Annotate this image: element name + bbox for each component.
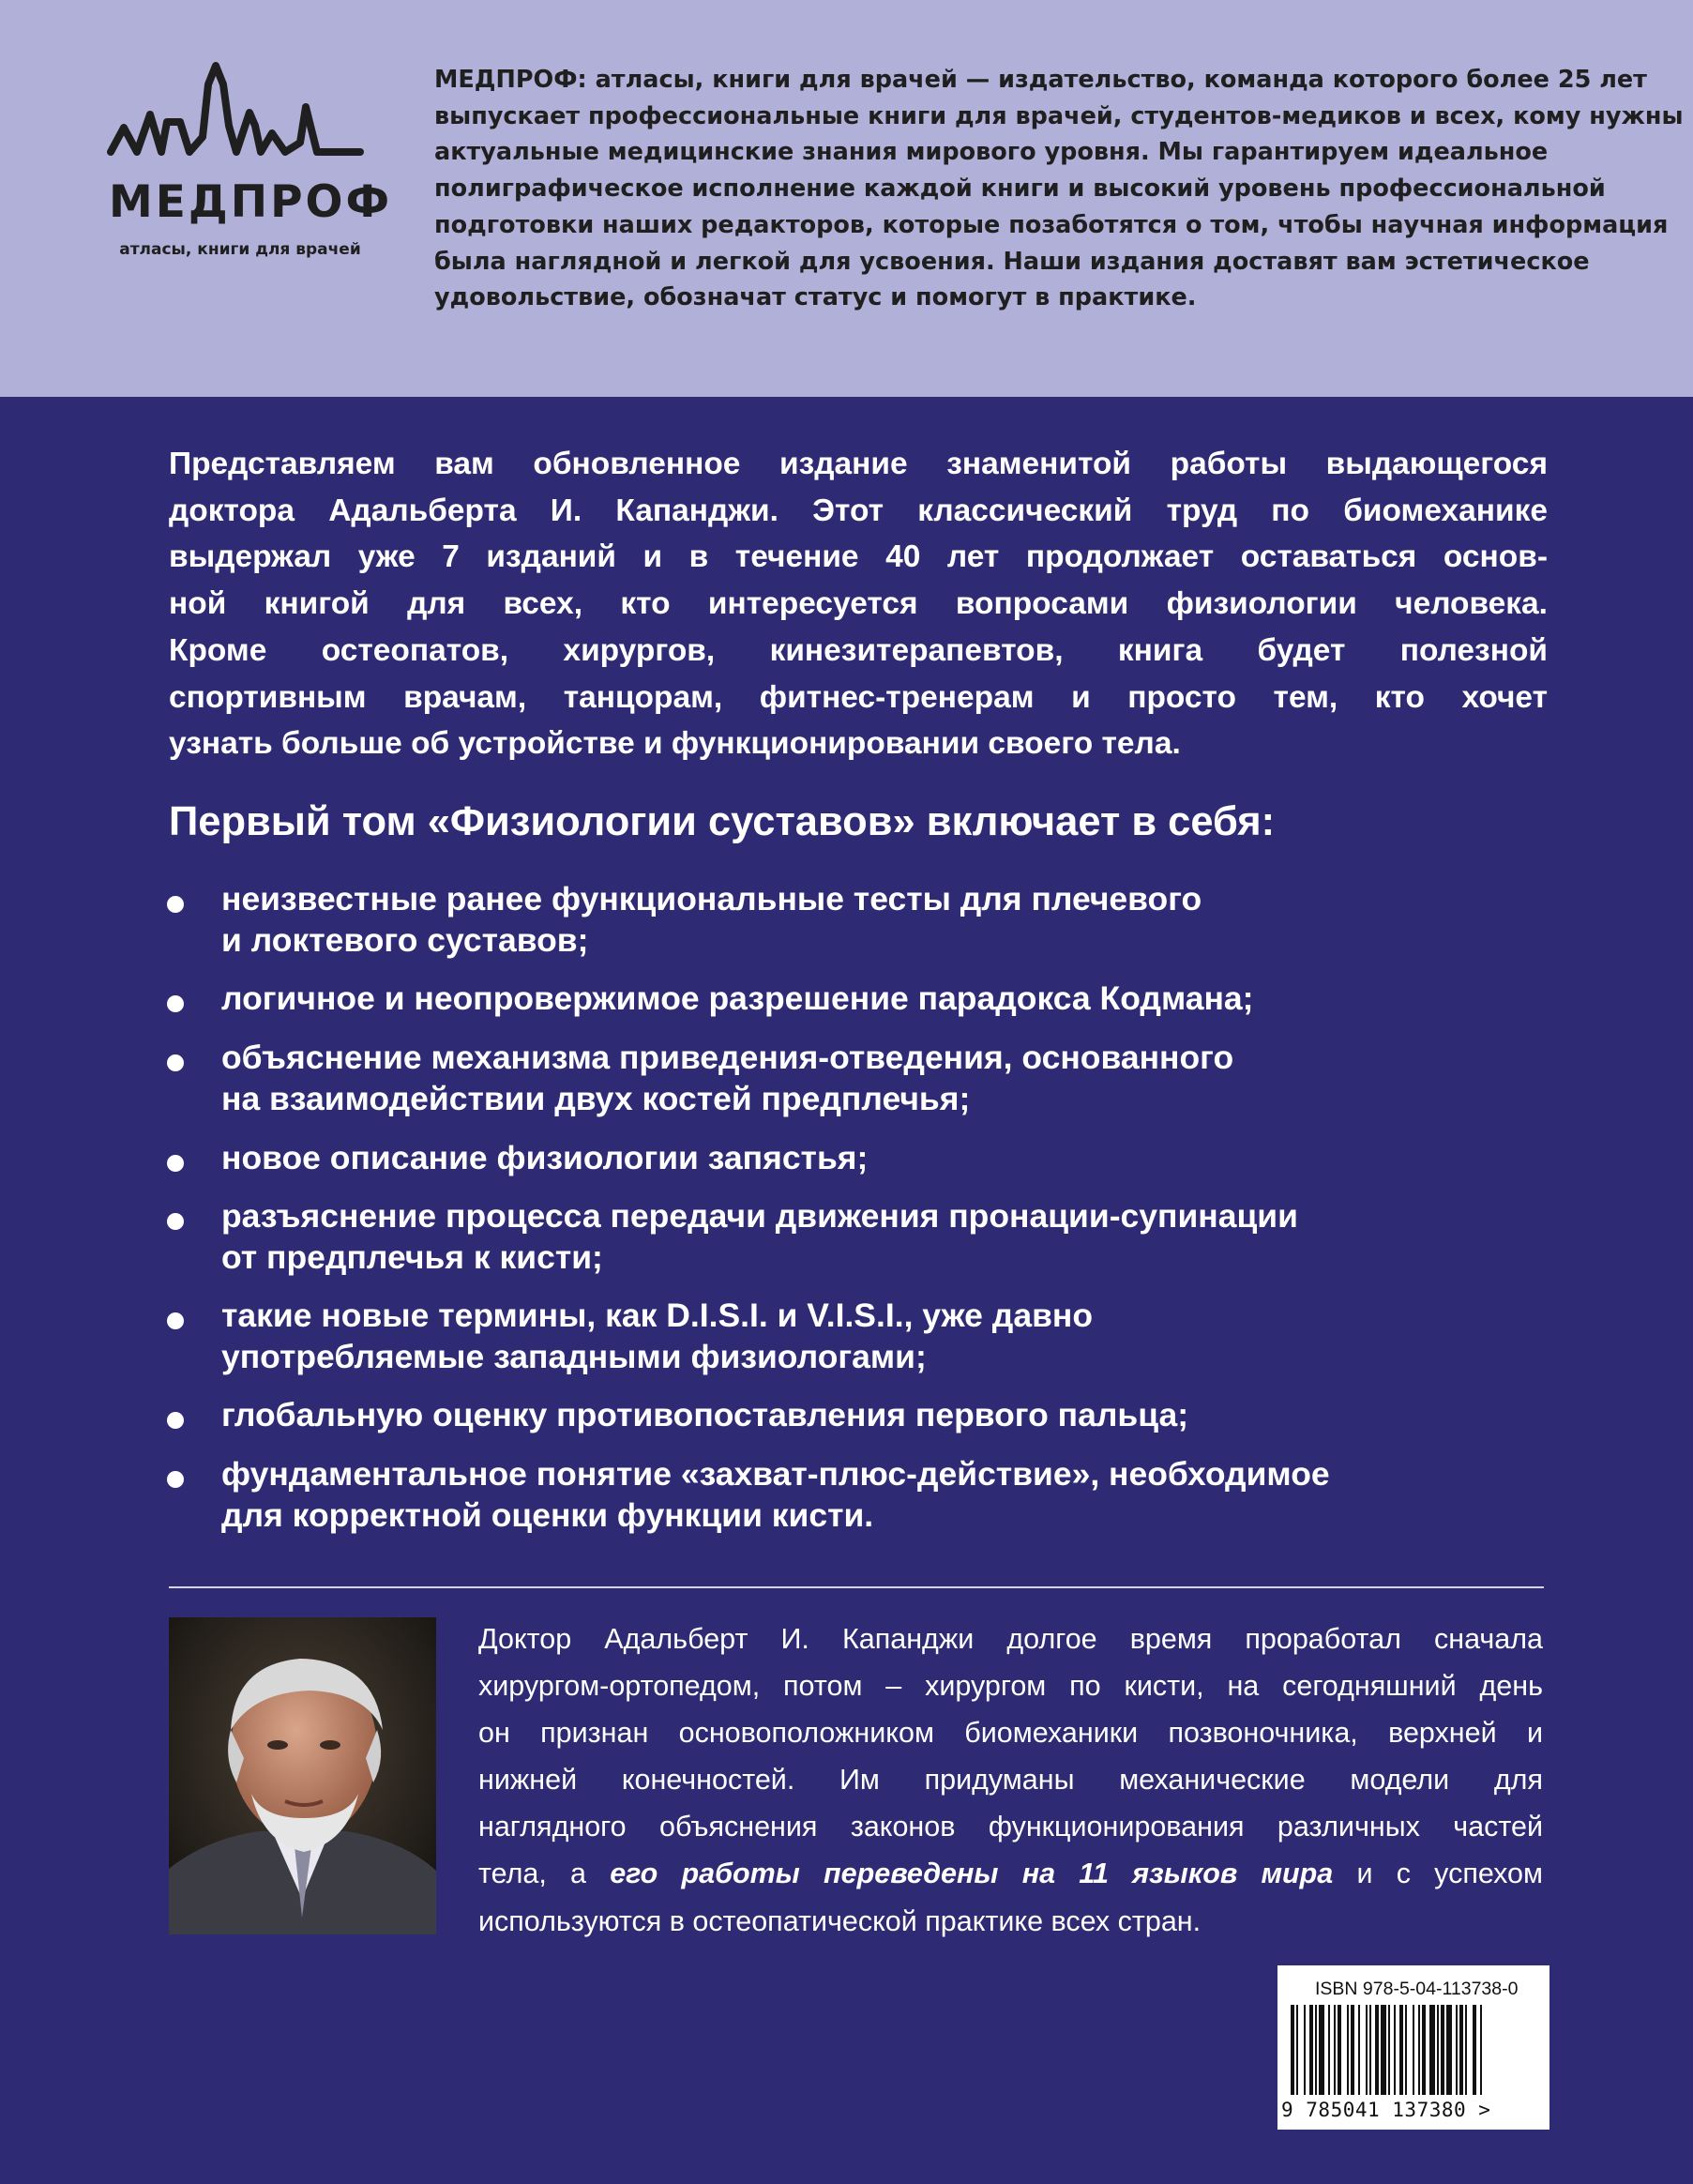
feature-line: объяснение механизма приведения-отведения, основанного [221,1039,1234,1076]
publisher-line: МЕДПРОФ: атласы, книги для врачей — издательство, команда которого более 25 лет [434,66,1647,94]
barcode-digits: 9 785041 137380 > [1281,2099,1491,2121]
intro-line: спортивным врачам, танцорам, фитнес-тренерам и просто тем, кто хочет [169,679,1548,715]
feature-line: такие новые термины, как D.I.S.I. и V.I.S.I., уже давно [221,1297,1094,1334]
feature-line: глобальную оценку противопоставления первого пальца; [221,1396,1189,1433]
feature-line: от предплечья к кисти; [221,1238,603,1277]
feature-line: и локтевого суставов; [221,921,589,960]
feature-line: логичное и неопровержимое разрешение парадокса Кодмана; [221,979,1254,1017]
intro-line: узнать больше об устройстве и функционировании своего тела. [169,726,1181,762]
intro-line: Кроме остеопатов, хирургов, кинезитерапевтов, книга будет полезной [169,632,1548,668]
bullet-icon [167,1312,184,1329]
feature-line: неизвестные ранее функциональные тесты для плечевого [221,880,1202,918]
bullet-icon [167,995,184,1012]
bio-emphasis: его работы переведены на 11 языков мира [610,1858,1334,1890]
bio-text: тела, а [478,1858,611,1890]
bullet-icon [167,1155,184,1172]
intro-line: выдержал уже 7 изданий и в течение 40 лет продолжает оставаться основ- [169,539,1548,575]
bio-line: он признан основоположником биомеханики позвоночника, верхней и [478,1717,1543,1750]
intro-paragraph [169,441,1548,767]
volume-heading: Первый том «Физиологии суставов» включает в себя: [169,799,1276,844]
publisher-description [434,62,1684,316]
publisher-line: подготовки наших редакторов, которые позаботятся о том, чтобы научная информация [434,210,1669,239]
bullet-icon [167,1054,184,1071]
bio-line: хирургом-ортопедом, потом – хирургом по кисти, на сегодняшний день [478,1670,1543,1703]
feature-line: новое описание физиологии запястья; [221,1139,869,1176]
bio-line: наглядного объяснения законов функционирования различных частей [478,1811,1543,1843]
bullet-icon [167,1471,184,1488]
feature-line: для корректной оценки функции кисти. [221,1496,874,1535]
feature-line: разъяснение процесса передачи движения пронации-супинации [221,1197,1298,1235]
barcode-icon [1291,2005,1536,2099]
publisher-line: была наглядной и легкой для усвоения. Наши издания доставят вам эстетическое [434,247,1590,276]
author-photo [169,1617,436,1934]
bio-line: используются в остеопатической практике всех стран. [478,1904,1202,1937]
section-divider [169,1586,1544,1588]
isbn-label: ISBN 978-5-04-113738-0 [1315,1979,1519,1999]
bio-line [478,1850,1543,1897]
intro-line: Представляем вам обновленное издание знаменитой работы выдающегося [169,447,1548,481]
feature-line: на взаимодействии двух костей предплечья; [221,1080,971,1118]
logo-wordmark: МЕДПРОФ [109,176,393,228]
bullet-icon [167,1213,184,1230]
isbn-barcode [1277,1965,1549,2130]
bio-text: и с успехом [1333,1858,1543,1890]
publisher-line: актуальные медицинские знания мирового уровня. Мы гарантируем идеальное [434,138,1549,167]
skyline-icon [105,56,368,159]
author-bio [478,1615,1543,1945]
bullet-icon [167,896,184,913]
bullet-icon [167,1412,184,1429]
intro-line: доктора Адальберта И. Капанджи. Этот классический труд по биомеханике [169,493,1548,528]
intro-line: ной книгой для всех, кто интересуется вопросами физиологии человека. [169,586,1548,622]
bio-line: Доктор Адальберт И. Капанджи долгое время проработал сначала [478,1623,1543,1655]
feature-line: употребляемые западными физиологами; [221,1338,927,1376]
publisher-line: полиграфическое исполнение каждой книги и высокий уровень профессиональной [434,174,1606,204]
publisher-line: выпускает профессиональные книги для врачей, студентов-медиков и всех, кому нужны [434,101,1684,130]
feature-line: фундаментальное понятие «захват-плюс-действие», необходимое [221,1455,1330,1493]
bio-line: нижней конечностей. Им придуманы механические модели для [478,1764,1543,1797]
publisher-logo [105,56,393,263]
logo-tagline: атласы, книги для врачей [119,240,361,259]
publisher-line: удовольствие, обозначат статус и помогут в практике. [434,283,1197,312]
